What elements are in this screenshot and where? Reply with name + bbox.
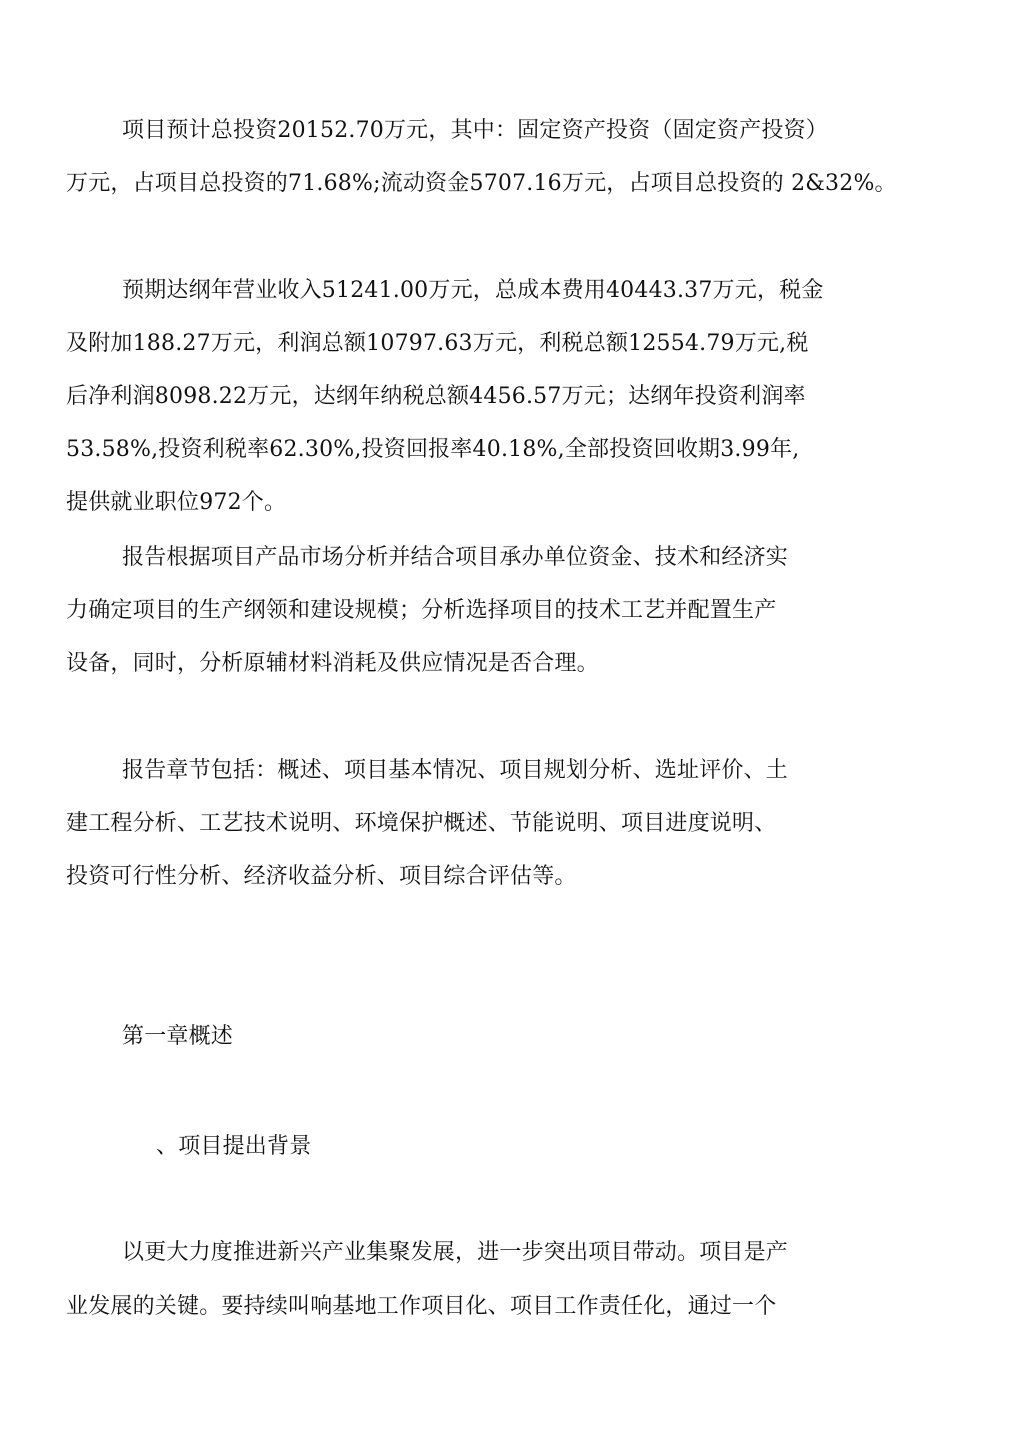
- paragraph-4-line-1: 报告章节包括：概述、项目基本情况、项目规划分析、选址评价、土: [122, 758, 789, 783]
- chapter-title: 第一章概述: [122, 1024, 234, 1049]
- paragraph-2-line-3: 后净利润8098.22万元，达纲年纳税总额4456.57万元；达纲年投资利润率: [66, 384, 806, 409]
- paragraph-4-line-3: 投资可行性分析、经济收益分析、项目综合评估等。: [66, 864, 577, 889]
- paragraph-3-line-2: 力确定项目的生产纲领和建设规模；分析选择项目的技术工艺并配置生产: [66, 598, 777, 623]
- section-title: 、项目提出背景: [156, 1134, 312, 1159]
- paragraph-3-line-1: 报告根据项目产品市场分析并结合项目承办单位资金、技术和经济实: [122, 545, 789, 570]
- paragraph-2-line-5: 提供就业职位972个。: [66, 490, 287, 515]
- paragraph-5-line-1: 以更大力度推进新兴产业集聚发展，进一步突出项目带动。项目是产: [122, 1240, 789, 1265]
- paragraph-2-line-4: 53.58%,投资利税率62.30%,投资回报率40.18%,全部投资回收期3.99年,: [66, 437, 800, 462]
- paragraph-5-line-2: 业发展的关键。要持续叫响基地工作项目化、项目工作责任化，通过一个: [66, 1294, 777, 1319]
- paragraph-2-line-1: 预期达纲年营业收入51241.00万元，总成本费用40443.37万元，税金: [122, 278, 824, 303]
- paragraph-3-line-3: 设备，同时，分析原辅材料消耗及供应情况是否合理。: [66, 651, 599, 676]
- paragraph-1-line-2: 万元，占项目总投资的71.68%;流动资金5707.16万元，占项目总投资的 2&32%。: [66, 171, 897, 196]
- paragraph-1-line-1: 项目预计总投资20152.70万元，其中：固定资产投资（固定资产投资）: [122, 118, 828, 143]
- paragraph-2-line-2: 及附加188.27万元，利润总额10797.63万元，利税总额12554.79万元,税: [66, 331, 809, 356]
- paragraph-4-line-2: 建工程分析、工艺技术说明、环境保护概述、节能说明、项目进度说明、: [66, 811, 777, 836]
